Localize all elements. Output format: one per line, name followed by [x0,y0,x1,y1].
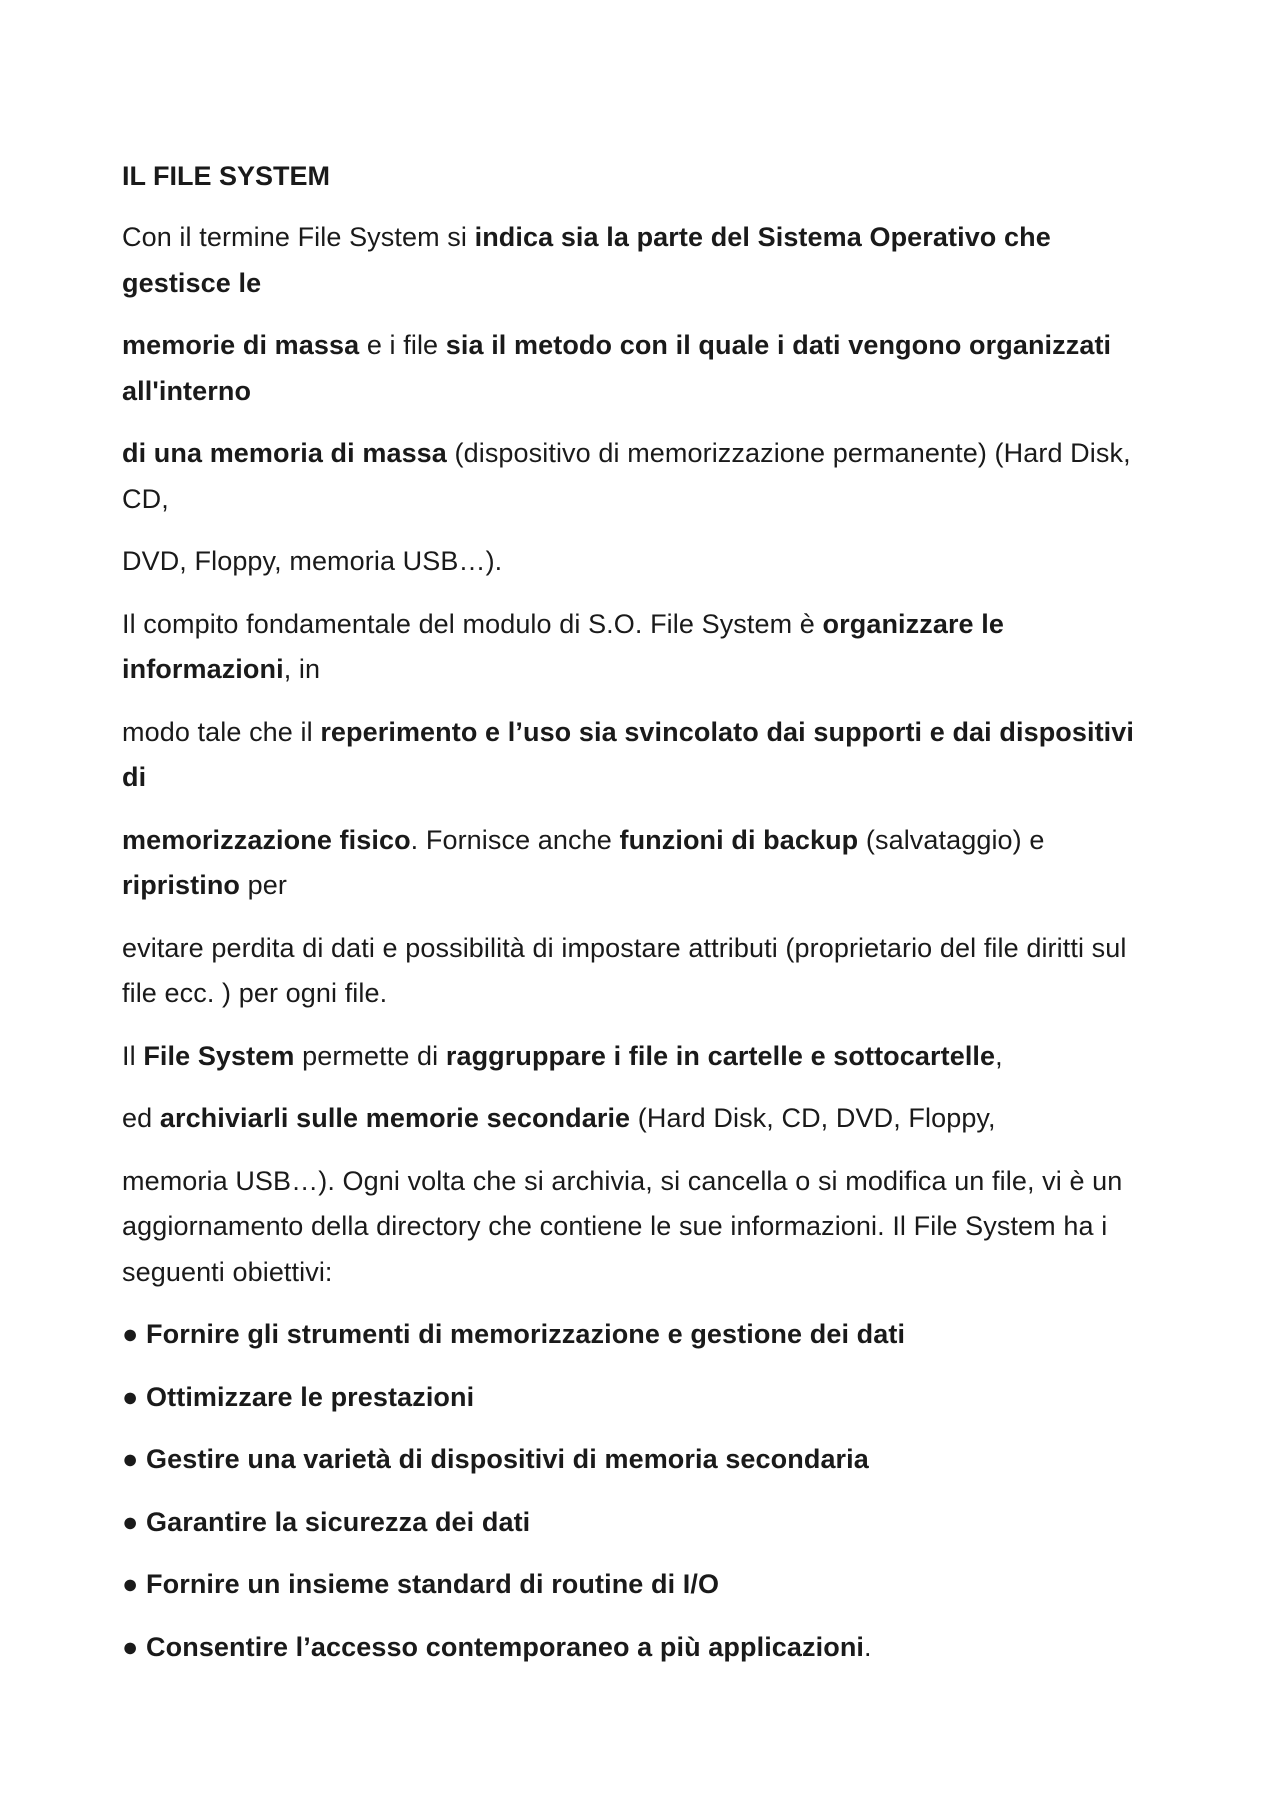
paragraph [122,1096,1160,1142]
bold-text: raggruppare i file in cartelle e sottocartelle [445,1040,996,1071]
bold-text: sia il metodo con il quale i dati vengono organizzati all'interno [122,330,1112,406]
text: . Fornisce anche [410,824,620,855]
document-title: IL FILE SYSTEM [122,161,331,191]
bold-text: memorizzazione fisico [122,824,411,855]
list-item-text: Fornire gli strumenti di memorizzazione e gestione dei dati [146,1319,906,1349]
bold-text: funzioni di backup [619,824,859,855]
text: , [995,1040,1003,1071]
bold-text: di una memoria di massa [122,438,447,468]
paragraph [122,710,1160,801]
objectives-list [122,1312,1160,1670]
text: evitare perdita di dati e possibilità di impostare attributi (proprietario del file diritti sul file ecc. ) per ogni file. [122,932,1127,1008]
paragraph [122,926,1160,1017]
list-item-text: Ottimizzare le prestazioni [146,1381,475,1412]
text: permette di [294,1040,446,1071]
text: (dispositivo di memorizzazione permanente) (Hard Disk, CD, [122,438,1131,514]
text: , in [283,654,321,684]
text: memoria USB…). Ogni volta che si archivia, si cancella o si modifica un file, vi è un aggiornamento della directory che contiene le sue informazioni. Il File System ha i seguenti obiettivi: [122,1165,1123,1287]
text: Il compito fondamentale del modulo di S.O. File System è [122,608,823,639]
bold-text: indica sia la parte del Sistema Operativo che gestisce le [122,222,1051,298]
bullet-marker: ● [122,1631,139,1662]
text: (Hard Disk, CD, DVD, Floppy, [630,1103,996,1133]
list-item-text: Gestire una varietà di dispositivi di memoria secondaria [146,1444,869,1474]
bold-text: reperimento e l’uso sia svincolato dai supporti e dai dispositivi di [122,716,1135,792]
bold-text: organizzare le informazioni [122,608,1004,684]
list-item [122,1375,1160,1421]
bullet-marker: ● [122,1381,139,1412]
paragraph [122,1159,1160,1296]
list-item [122,1500,1160,1546]
bold-text: archiviarli sulle memorie secondarie [159,1103,631,1133]
list-item-text: Garantire la sicurezza dei dati [146,1506,531,1537]
bullet-marker: ● [122,1506,139,1537]
paragraph [122,431,1160,522]
text: e i file [359,330,446,360]
paragraph [122,539,1160,585]
bold-text: memorie di massa [122,330,360,360]
bold-text: File System [143,1040,295,1071]
text: modo tale che il [122,716,321,747]
list-item [122,1437,1160,1483]
paragraph [122,818,1160,909]
text: DVD, Floppy, memoria USB…). [122,546,503,576]
paragraph [122,602,1160,693]
text: Con il termine File System si [122,222,475,252]
paragraph [122,323,1160,414]
text: (salvataggio) e [858,824,1045,855]
bullet-marker: ● [122,1444,139,1474]
list-item [122,1312,1160,1358]
list-item-text: Fornire un insieme standard di routine di I/O [146,1569,720,1599]
text: ed [122,1103,160,1133]
bullet-marker: ● [122,1569,139,1599]
bold-text: ripristino [122,870,241,900]
text: per [240,870,287,900]
list-item [122,1562,1160,1608]
paragraph [122,215,1160,306]
list-item-text: Consentire l’accesso contemporaneo a più applicazioni [146,1631,865,1662]
list-item [122,1625,1160,1671]
bullet-marker: ● [122,1319,139,1349]
list-item-punctuation: . [864,1631,872,1662]
document-body [122,215,1160,1295]
paragraph [122,1034,1160,1080]
text: Il [122,1040,144,1071]
